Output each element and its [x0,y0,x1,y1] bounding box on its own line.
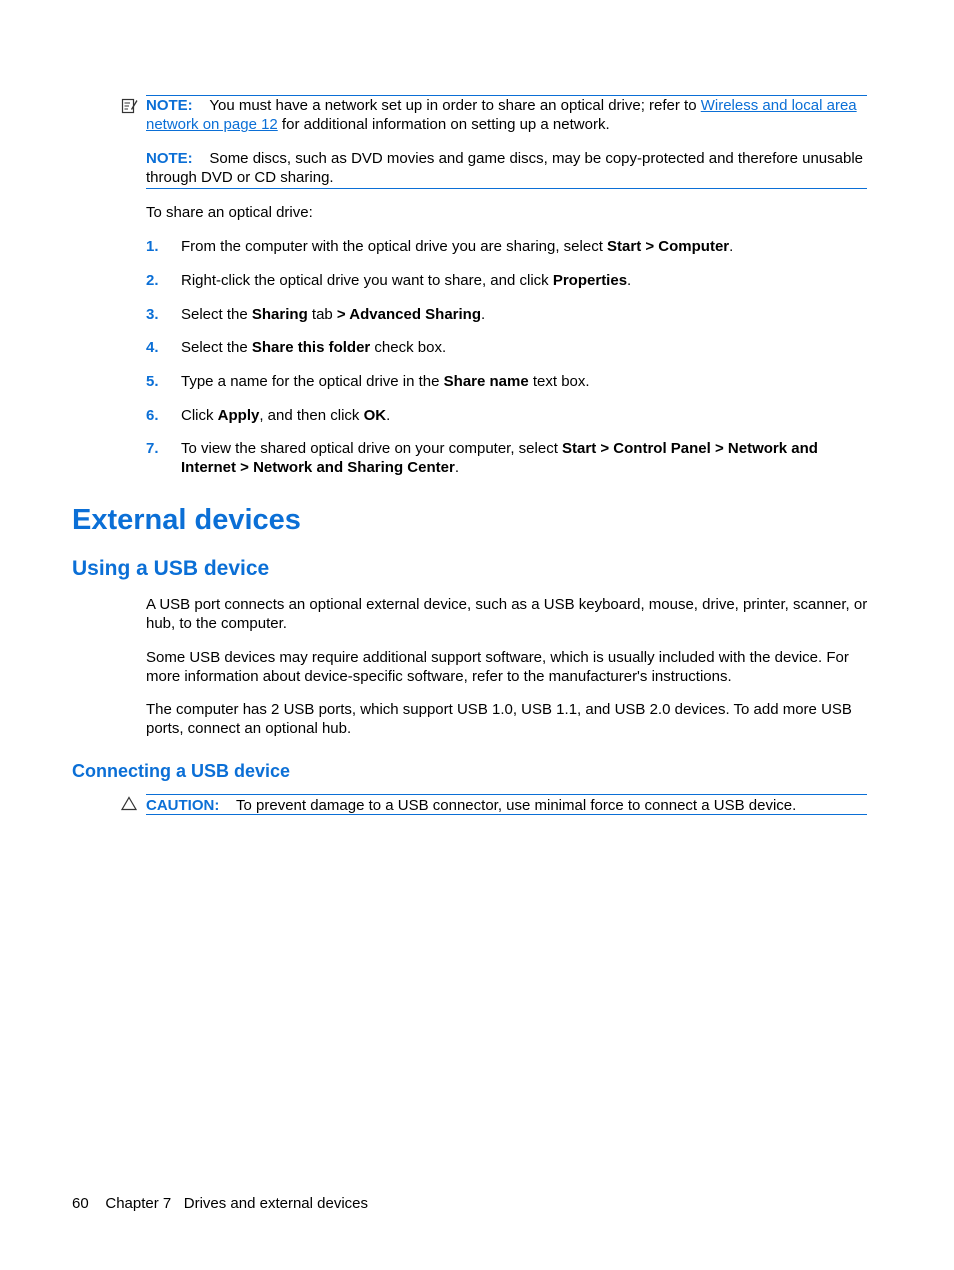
step-text [181,338,871,357]
step-run: tab [307,306,337,323]
step-number: 4. [146,339,159,356]
step-text [181,372,871,391]
caution-triangle-icon [121,796,137,811]
caution-bottom-rule [146,814,867,815]
note-2 [146,149,867,187]
note-1 [146,96,867,134]
step-run: . [454,459,459,476]
step-run: text box. [528,373,590,390]
step-text [181,406,871,425]
step-run: . [627,272,632,289]
page-footer [72,1194,368,1213]
step-run: check box. [370,339,447,356]
step-run: Type a name for the optical drive in the [181,373,444,390]
step-emphasis: Share this folder [251,339,371,356]
caution-top-rule [146,794,867,795]
intro-text: To share an optical drive: [146,204,313,221]
wireless-network-link[interactable]: Wireless and local area network on page 12 [146,97,857,133]
footer-chapter: Chapter 7 [105,1195,172,1212]
footer-chapter-title: Drives and external devices [183,1195,369,1212]
step-run: Select the [181,306,252,323]
caution-label: CAUTION: [146,797,220,814]
step-text [181,439,871,477]
note-text: Some discs, such as DVD movies and game discs, may be copy-protected and therefore unusable through DVD or CD sharing. [146,150,864,186]
step-emphasis: Properties [552,272,628,289]
caution-text: To prevent damage to a USB connector, use minimal force to connect a USB device. [236,797,797,814]
step-text [181,237,871,256]
step-run: . [481,306,486,323]
usb-paragraph: Some USB devices may require additional support software, which is usually included with the device. For more information about device-specific software, refer to the manufacturer's instructions. [146,649,849,685]
heading-external-devices: External devices [72,504,301,536]
step-run: From the computer with the optical drive you are sharing, select [181,238,608,255]
step-text [181,305,871,324]
step-run: Right-click the optical drive you want to share, and click [181,272,553,289]
step-run: Click [181,407,218,424]
step-emphasis: Sharing [251,306,308,323]
step-emphasis: Start > Computer [607,238,730,255]
step-text [181,271,871,290]
step-run: . [386,407,391,424]
step-run: Select the [181,339,252,356]
note-bottom-rule [146,188,867,189]
heading-using-usb-device: Using a USB device [72,557,270,580]
step-run: . [729,238,734,255]
usb-paragraph: The computer has 2 USB ports, which support USB 1.0, USB 1.1, and USB 2.0 devices. To add more USB ports, connect an optional hub. [146,701,852,737]
step-number: 7. [146,440,159,457]
note-label: NOTE: [146,150,193,167]
step-run: , and then click [259,407,364,424]
step-emphasis: > Advanced Sharing [336,306,481,323]
note-text: You must have a network set up in order to share an optical drive; refer to [209,97,701,114]
step-emphasis: Start > Control Panel > Network and Internet > Network and Sharing Center [181,440,818,476]
step-emphasis: Apply [217,407,260,424]
step-number: 2. [146,272,159,289]
note-text-after: for additional information on setting up a network. [277,116,610,133]
heading-connecting-usb-device: Connecting a USB device [72,761,291,781]
step-number: 1. [146,238,159,255]
step-number: 6. [146,407,159,424]
note-icon [121,97,138,114]
usb-paragraph: A USB port connects an optional external device, such as a USB keyboard, mouse, drive, printer, scanner, or hub, to the computer. [146,596,868,632]
page-number: 60 [72,1195,89,1212]
caution-box [146,796,867,815]
step-run: To view the shared optical drive on your computer, select [181,440,563,457]
note-label: NOTE: [146,97,193,114]
step-emphasis: OK [363,407,387,424]
step-emphasis: Share name [443,373,529,390]
step-number: 3. [146,306,159,323]
step-number: 5. [146,373,159,390]
